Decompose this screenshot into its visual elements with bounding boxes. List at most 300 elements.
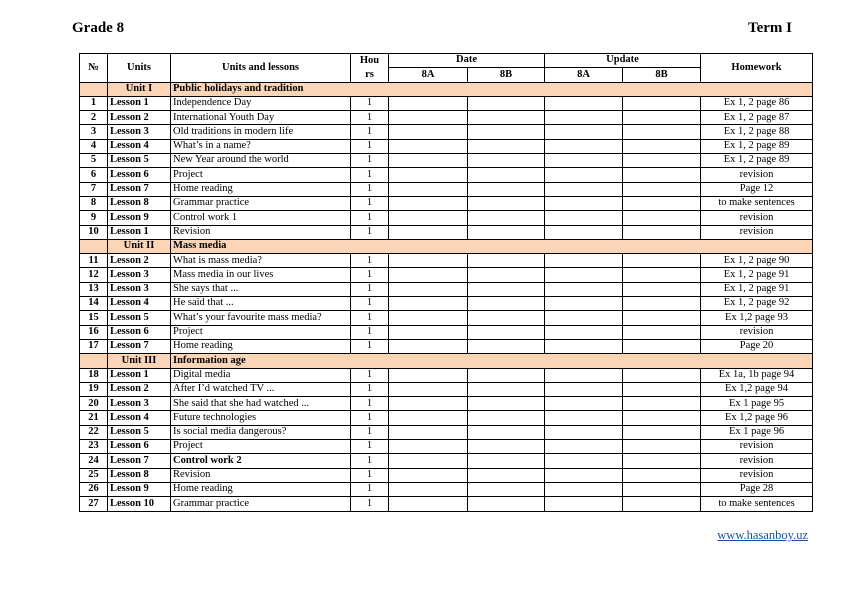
date-8b-cell[interactable] [468, 311, 545, 325]
date-8b-cell[interactable] [468, 468, 545, 482]
update-8a-cell[interactable] [545, 168, 623, 182]
homework-cell: Ex 1, 2 page 86 [701, 96, 813, 110]
homework-cell: Ex 1, 2 page 89 [701, 154, 813, 168]
date-8a-cell[interactable] [389, 268, 468, 282]
update-8b-cell[interactable] [623, 497, 701, 511]
homework-cell: Ex 1, 2 page 91 [701, 268, 813, 282]
date-8b-cell[interactable] [468, 196, 545, 210]
table-row [80, 211, 813, 225]
homework-cell: revision [701, 168, 813, 182]
date-8a-cell[interactable] [389, 468, 468, 482]
homework-cell: Ex 1, 2 page 88 [701, 125, 813, 139]
update-8b-cell[interactable] [623, 368, 701, 382]
lesson-label: Lesson 5 [108, 154, 171, 168]
update-8b-cell[interactable] [623, 425, 701, 439]
lesson-hours: 1 [351, 225, 389, 239]
date-8a-cell[interactable] [389, 125, 468, 139]
table-row [80, 440, 813, 454]
table-row [80, 325, 813, 339]
update-8a-cell[interactable] [545, 497, 623, 511]
homework-cell: Page 12 [701, 182, 813, 196]
lesson-hours: 1 [351, 254, 389, 268]
lesson-hours: 1 [351, 139, 389, 153]
homework-cell: revision [701, 211, 813, 225]
lesson-topic: Home reading [171, 182, 351, 196]
unit-num-cell [80, 82, 108, 96]
lesson-hours: 1 [351, 482, 389, 496]
homework-cell: Ex 1,2 page 93 [701, 311, 813, 325]
col-header-hours-top: Hou [359, 55, 380, 67]
update-8a-cell[interactable] [545, 482, 623, 496]
row-number: 15 [80, 311, 108, 325]
update-8a-cell[interactable] [545, 254, 623, 268]
lesson-topic: Project [171, 440, 351, 454]
homework-cell: Ex 1,2 page 94 [701, 382, 813, 396]
update-8b-cell[interactable] [623, 397, 701, 411]
table-row [80, 497, 813, 511]
unit-num-cell [80, 354, 108, 368]
update-8a-cell[interactable] [545, 397, 623, 411]
lesson-label: Lesson 9 [108, 211, 171, 225]
lesson-hours: 1 [351, 454, 389, 468]
date-8a-cell[interactable] [389, 282, 468, 296]
lesson-label: Lesson 7 [108, 339, 171, 353]
date-8b-cell[interactable] [468, 382, 545, 396]
date-8b-cell[interactable] [468, 225, 545, 239]
row-number: 19 [80, 382, 108, 396]
date-8a-cell[interactable] [389, 411, 468, 425]
table-row [80, 468, 813, 482]
homework-cell: Ex 1,2 page 96 [701, 411, 813, 425]
update-8b-cell[interactable] [623, 311, 701, 325]
row-number: 25 [80, 468, 108, 482]
row-number: 1 [80, 96, 108, 110]
lesson-label: Lesson 4 [108, 297, 171, 311]
lesson-topic: She said that she had watched ... [171, 397, 351, 411]
date-8a-cell[interactable] [389, 154, 468, 168]
row-number: 14 [80, 297, 108, 311]
table-row [80, 139, 813, 153]
row-number: 13 [80, 282, 108, 296]
homework-cell: Ex 1, 2 page 87 [701, 111, 813, 125]
date-8a-cell[interactable] [389, 482, 468, 496]
update-8a-cell[interactable] [545, 139, 623, 153]
homework-cell: revision [701, 325, 813, 339]
row-number: 5 [80, 154, 108, 168]
unit-row [80, 354, 813, 368]
row-number: 21 [80, 411, 108, 425]
update-8b-cell[interactable] [623, 468, 701, 482]
date-8a-cell[interactable] [389, 211, 468, 225]
lesson-hours: 1 [351, 382, 389, 396]
update-8b-cell[interactable] [623, 454, 701, 468]
date-8a-cell[interactable] [389, 368, 468, 382]
row-number: 20 [80, 397, 108, 411]
lesson-label: Lesson 3 [108, 125, 171, 139]
lesson-label: Lesson 4 [108, 411, 171, 425]
update-8a-cell[interactable] [545, 96, 623, 110]
subcol-date-8a: 8A [389, 68, 468, 82]
date-8b-cell[interactable] [468, 139, 545, 153]
update-8a-cell[interactable] [545, 368, 623, 382]
lesson-hours: 1 [351, 196, 389, 210]
lesson-topic: Revision [171, 468, 351, 482]
col-header-hours-bottom: rs [365, 68, 374, 80]
date-8b-cell[interactable] [468, 368, 545, 382]
lesson-topic: Digital media [171, 368, 351, 382]
lesson-hours: 1 [351, 154, 389, 168]
lesson-topic: Project [171, 325, 351, 339]
update-8b-cell[interactable] [623, 211, 701, 225]
row-number: 24 [80, 454, 108, 468]
date-8a-cell[interactable] [389, 168, 468, 182]
date-8a-cell[interactable] [389, 225, 468, 239]
lesson-topic: Independence Day [171, 96, 351, 110]
unit-title: Information age [171, 354, 813, 368]
lesson-label: Lesson 8 [108, 468, 171, 482]
update-8a-cell[interactable] [545, 297, 623, 311]
lesson-label: Lesson 7 [108, 182, 171, 196]
homework-cell: Ex 1 page 96 [701, 425, 813, 439]
lesson-hours: 1 [351, 339, 389, 353]
unit-title: Public holidays and tradition [171, 82, 813, 96]
row-number: 9 [80, 211, 108, 225]
lesson-hours: 1 [351, 368, 389, 382]
homework-cell: Ex 1 page 95 [701, 397, 813, 411]
lesson-label: Lesson 6 [108, 325, 171, 339]
homework-cell: Ex 1, 2 page 91 [701, 282, 813, 296]
lesson-topic: International Youth Day [171, 111, 351, 125]
lesson-topic: What is mass media? [171, 254, 351, 268]
lesson-topic: Is social media dangerous? [171, 425, 351, 439]
row-number: 2 [80, 111, 108, 125]
lesson-topic: What’s in a name? [171, 139, 351, 153]
lesson-label: Lesson 7 [108, 454, 171, 468]
lesson-hours: 1 [351, 325, 389, 339]
update-8b-cell[interactable] [623, 182, 701, 196]
lesson-hours: 1 [351, 125, 389, 139]
lesson-hours: 1 [351, 168, 389, 182]
lesson-topic: Home reading [171, 482, 351, 496]
date-8b-cell[interactable] [468, 411, 545, 425]
update-8a-cell[interactable] [545, 454, 623, 468]
table-row [80, 168, 813, 182]
date-8b-cell[interactable] [468, 154, 545, 168]
table-body [80, 82, 813, 511]
date-8b-cell[interactable] [468, 297, 545, 311]
homework-cell: Ex 1, 2 page 90 [701, 254, 813, 268]
date-8a-cell[interactable] [389, 111, 468, 125]
col-header-units: Units [108, 54, 171, 83]
subcol-update-8b: 8B [623, 68, 701, 82]
update-8b-cell[interactable] [623, 282, 701, 296]
date-8a-cell[interactable] [389, 397, 468, 411]
update-8b-cell[interactable] [623, 154, 701, 168]
update-8b-cell[interactable] [623, 125, 701, 139]
unit-num-cell [80, 239, 108, 253]
lesson-topic: Control work 1 [171, 211, 351, 225]
update-8a-cell[interactable] [545, 125, 623, 139]
table-row [80, 196, 813, 210]
unit-name: Unit III [108, 354, 171, 368]
lesson-label: Lesson 5 [108, 425, 171, 439]
lesson-hours: 1 [351, 425, 389, 439]
table-row [80, 425, 813, 439]
date-8a-cell[interactable] [389, 339, 468, 353]
update-8b-cell[interactable] [623, 268, 701, 282]
col-header-homework: Homework [701, 54, 813, 83]
lesson-label: Lesson 10 [108, 497, 171, 511]
table-row [80, 96, 813, 110]
update-8b-cell[interactable] [623, 411, 701, 425]
table-row [80, 268, 813, 282]
date-8a-cell[interactable] [389, 325, 468, 339]
update-8b-cell[interactable] [623, 225, 701, 239]
date-8b-cell[interactable] [468, 454, 545, 468]
row-number: 17 [80, 339, 108, 353]
table-row [80, 382, 813, 396]
update-8a-cell[interactable] [545, 154, 623, 168]
table-row [80, 297, 813, 311]
lesson-topic: New Year around the world [171, 154, 351, 168]
lesson-topic: He said that ... [171, 297, 351, 311]
lesson-label: Lesson 6 [108, 168, 171, 182]
date-8b-cell[interactable] [468, 96, 545, 110]
lesson-hours: 1 [351, 268, 389, 282]
lesson-topic: She says that ... [171, 282, 351, 296]
unit-name: Unit II [108, 239, 171, 253]
lesson-label: Lesson 1 [108, 96, 171, 110]
update-8a-cell[interactable] [545, 211, 623, 225]
table-row [80, 125, 813, 139]
update-8a-cell[interactable] [545, 468, 623, 482]
update-8a-cell[interactable] [545, 339, 623, 353]
update-8a-cell[interactable] [545, 440, 623, 454]
col-header-hours [351, 54, 389, 83]
row-number: 3 [80, 125, 108, 139]
update-8a-cell[interactable] [545, 282, 623, 296]
table-row [80, 368, 813, 382]
date-8b-cell[interactable] [468, 282, 545, 296]
update-8a-cell[interactable] [545, 425, 623, 439]
update-8b-cell[interactable] [623, 254, 701, 268]
row-number: 10 [80, 225, 108, 239]
date-8a-cell[interactable] [389, 311, 468, 325]
table-row [80, 482, 813, 496]
date-8b-cell[interactable] [468, 440, 545, 454]
date-8a-cell[interactable] [389, 297, 468, 311]
table-row [80, 454, 813, 468]
table-row [80, 339, 813, 353]
unit-row [80, 82, 813, 96]
date-8b-cell[interactable] [468, 168, 545, 182]
row-number: 18 [80, 368, 108, 382]
lesson-hours: 1 [351, 440, 389, 454]
grade-title: Grade 8 [72, 20, 125, 36]
lesson-hours: 1 [351, 297, 389, 311]
update-8b-cell[interactable] [623, 139, 701, 153]
lesson-label: Lesson 1 [108, 368, 171, 382]
update-8a-cell[interactable] [545, 182, 623, 196]
homework-cell: Ex 1, 2 page 89 [701, 139, 813, 153]
lesson-topic: Project [171, 168, 351, 182]
date-8b-cell[interactable] [468, 425, 545, 439]
subcol-update-8a: 8A [545, 68, 623, 82]
lesson-plan-table [79, 53, 813, 512]
lesson-hours: 1 [351, 411, 389, 425]
date-8b-cell[interactable] [468, 111, 545, 125]
lesson-hours: 1 [351, 468, 389, 482]
homework-cell: to make sentences [701, 196, 813, 210]
lesson-topic: Grammar practice [171, 196, 351, 210]
homework-cell: Ex 1, 2 page 92 [701, 297, 813, 311]
lesson-hours: 1 [351, 211, 389, 225]
homework-cell: revision [701, 225, 813, 239]
update-8a-cell[interactable] [545, 225, 623, 239]
date-8b-cell[interactable] [468, 482, 545, 496]
date-8b-cell[interactable] [468, 125, 545, 139]
update-8b-cell[interactable] [623, 168, 701, 182]
row-number: 6 [80, 168, 108, 182]
lesson-topic: What’s your favourite mass media? [171, 311, 351, 325]
lesson-hours: 1 [351, 311, 389, 325]
lesson-label: Lesson 2 [108, 111, 171, 125]
row-number: 7 [80, 182, 108, 196]
table-row [80, 225, 813, 239]
unit-name: Unit I [108, 82, 171, 96]
update-8b-cell[interactable] [623, 325, 701, 339]
homework-cell: revision [701, 454, 813, 468]
lesson-hours: 1 [351, 111, 389, 125]
table-row [80, 154, 813, 168]
unit-title: Mass media [171, 239, 813, 253]
update-8b-cell[interactable] [623, 339, 701, 353]
lesson-topic: Future technologies [171, 411, 351, 425]
lesson-topic: Revision [171, 225, 351, 239]
row-number: 12 [80, 268, 108, 282]
lesson-label: Lesson 5 [108, 311, 171, 325]
lesson-label: Lesson 8 [108, 196, 171, 210]
table-row [80, 254, 813, 268]
date-8b-cell[interactable] [468, 182, 545, 196]
table-row [80, 182, 813, 196]
date-8a-cell[interactable] [389, 425, 468, 439]
homework-cell: to make sentences [701, 497, 813, 511]
update-8b-cell[interactable] [623, 440, 701, 454]
row-number: 27 [80, 497, 108, 511]
lesson-label: Lesson 2 [108, 254, 171, 268]
col-header-lessons: Units and lessons [171, 54, 351, 83]
lesson-topic: Old traditions in modern life [171, 125, 351, 139]
lesson-label: Lesson 2 [108, 382, 171, 396]
lesson-hours: 1 [351, 497, 389, 511]
update-8a-cell[interactable] [545, 411, 623, 425]
date-8b-cell[interactable] [468, 339, 545, 353]
update-8a-cell[interactable] [545, 311, 623, 325]
date-8a-cell[interactable] [389, 96, 468, 110]
unit-row [80, 239, 813, 253]
update-8a-cell[interactable] [545, 325, 623, 339]
date-8a-cell[interactable] [389, 382, 468, 396]
lesson-topic: Grammar practice [171, 497, 351, 511]
update-8b-cell[interactable] [623, 196, 701, 210]
table-row [80, 397, 813, 411]
update-8b-cell[interactable] [623, 96, 701, 110]
date-8b-cell[interactable] [468, 325, 545, 339]
update-8b-cell[interactable] [623, 297, 701, 311]
date-8b-cell[interactable] [468, 211, 545, 225]
row-number: 23 [80, 440, 108, 454]
date-8a-cell[interactable] [389, 196, 468, 210]
homework-cell: Ex 1a, 1b page 94 [701, 368, 813, 382]
lesson-hours: 1 [351, 282, 389, 296]
table-row [80, 282, 813, 296]
lesson-hours: 1 [351, 96, 389, 110]
lesson-label: Lesson 1 [108, 225, 171, 239]
lesson-label: Lesson 3 [108, 282, 171, 296]
date-8b-cell[interactable] [468, 497, 545, 511]
date-8a-cell[interactable] [389, 497, 468, 511]
lesson-label: Lesson 6 [108, 440, 171, 454]
lesson-hours: 1 [351, 182, 389, 196]
homework-cell: revision [701, 440, 813, 454]
lesson-hours: 1 [351, 397, 389, 411]
website-link[interactable]: www.hasanboy.uz [717, 528, 808, 542]
lesson-topic: After I’d watched TV ... [171, 382, 351, 396]
homework-cell: revision [701, 468, 813, 482]
update-8a-cell[interactable] [545, 196, 623, 210]
row-number: 16 [80, 325, 108, 339]
update-8a-cell[interactable] [545, 268, 623, 282]
update-8b-cell[interactable] [623, 482, 701, 496]
date-8a-cell[interactable] [389, 454, 468, 468]
update-8a-cell[interactable] [545, 382, 623, 396]
update-8b-cell[interactable] [623, 111, 701, 125]
row-number: 4 [80, 139, 108, 153]
term-title: Term I [747, 20, 792, 36]
subcol-date-8b: 8B [468, 68, 545, 82]
table-row [80, 411, 813, 425]
lesson-topic: Mass media in our lives [171, 268, 351, 282]
homework-cell: Page 28 [701, 482, 813, 496]
date-8a-cell[interactable] [389, 254, 468, 268]
lesson-label: Lesson 4 [108, 139, 171, 153]
date-8b-cell[interactable] [468, 254, 545, 268]
date-8a-cell[interactable] [389, 440, 468, 454]
update-8b-cell[interactable] [623, 382, 701, 396]
row-number: 8 [80, 196, 108, 210]
lesson-label: Lesson 9 [108, 482, 171, 496]
date-8b-cell[interactable] [468, 268, 545, 282]
table-row [80, 311, 813, 325]
date-8a-cell[interactable] [389, 182, 468, 196]
date-8b-cell[interactable] [468, 397, 545, 411]
lesson-label: Lesson 3 [108, 397, 171, 411]
date-8a-cell[interactable] [389, 139, 468, 153]
lesson-label: Lesson 3 [108, 268, 171, 282]
table-row [80, 111, 813, 125]
row-number: 11 [80, 254, 108, 268]
col-header-date: Date [389, 54, 545, 68]
row-number: 26 [80, 482, 108, 496]
row-number: 22 [80, 425, 108, 439]
homework-cell: Page 20 [701, 339, 813, 353]
lesson-topic: Home reading [171, 339, 351, 353]
col-header-number: № [80, 54, 108, 83]
update-8a-cell[interactable] [545, 111, 623, 125]
lesson-topic: Control work 2 [171, 454, 351, 468]
col-header-update: Update [545, 54, 701, 68]
